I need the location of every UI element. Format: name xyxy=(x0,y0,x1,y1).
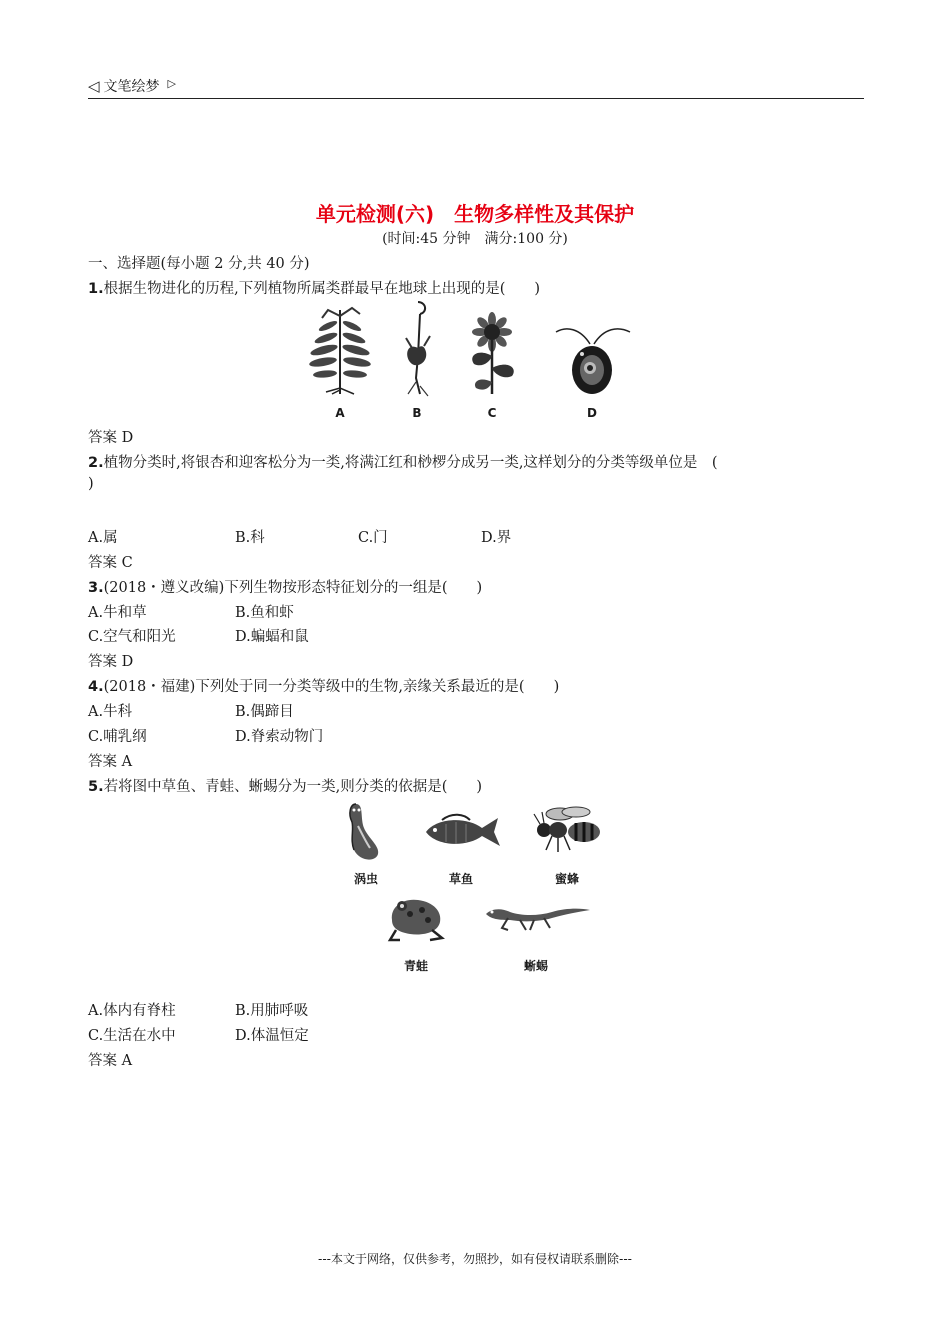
option-d: D.脊索动物门 xyxy=(235,729,324,745)
figure-label: 涡虫 xyxy=(353,872,378,886)
option-b: B.偶蹄目 xyxy=(235,704,294,720)
brand xyxy=(88,76,176,96)
question-text: 若将图中草鱼、青蛙、蜥蜴分为一类,则分类的依据是( ) xyxy=(103,779,483,795)
answer: 答案 D xyxy=(88,654,134,670)
triangle-right-icon: ▷ xyxy=(167,76,177,90)
brand-name: 文笔绘梦 xyxy=(103,79,160,95)
question-5 xyxy=(88,775,482,796)
question-number: 2. xyxy=(88,455,104,471)
sprout-image xyxy=(398,298,438,398)
page-title: 单元检测(六) 生物多样性及其保护 xyxy=(315,202,635,226)
option-b: B.鱼和虾 xyxy=(235,605,294,621)
bee-image xyxy=(530,806,606,854)
figure-label: D xyxy=(587,406,597,420)
question-1 xyxy=(88,277,540,298)
figure-label: 蜥蜴 xyxy=(523,959,548,973)
question-number: 4. xyxy=(88,679,104,695)
fern-image xyxy=(304,304,374,396)
option-a: A.牛科 xyxy=(88,704,133,720)
question-text: 植物分类时,将银杏和迎客松分为一类,将满江红和桫椤分成另一类,这样划分的分类等级单位是 ( xyxy=(103,455,718,471)
option-c: C.哺乳纲 xyxy=(88,729,147,745)
planarian-image xyxy=(340,800,384,864)
figure-label: B xyxy=(412,406,422,420)
fish-image xyxy=(422,812,502,852)
section-heading: 一、选择题(每小题 2 分,共 40 分) xyxy=(88,256,310,272)
option-b: B.科 xyxy=(235,530,265,546)
figure-label: 草鱼 xyxy=(448,872,473,886)
answer: 答案 C xyxy=(88,555,133,571)
option-a: A.牛和草 xyxy=(88,605,147,621)
page-subtitle: (时间:45 分钟 满分:100 分) xyxy=(382,231,568,247)
frog-image xyxy=(384,894,446,944)
question-text: 根据生物进化的历程,下列植物所属类群最早在地球上出现的是( ) xyxy=(103,281,541,297)
option-c: C.门 xyxy=(358,530,388,546)
option-a: A.属 xyxy=(88,530,118,546)
question-4 xyxy=(88,675,559,696)
alga-image xyxy=(550,318,634,396)
lizard-image xyxy=(482,900,592,934)
page-header xyxy=(88,74,864,99)
figure-label: 青蛙 xyxy=(403,959,428,973)
question-2-continued: ) xyxy=(88,476,94,492)
answer: 答案 A xyxy=(88,1053,133,1069)
question-number: 5. xyxy=(88,779,104,795)
answer: 答案 A xyxy=(88,754,133,770)
option-d: D.蝙蝠和鼠 xyxy=(235,629,309,645)
figure-label: 蜜蜂 xyxy=(554,872,579,886)
option-d: D.界 xyxy=(481,530,512,546)
figure-label: C xyxy=(487,406,497,420)
question-2 xyxy=(88,451,718,472)
question-number: 3. xyxy=(88,580,104,596)
option-c: C.生活在水中 xyxy=(88,1028,176,1044)
option-c: C.空气和阳光 xyxy=(88,629,176,645)
option-a: A.体内有脊柱 xyxy=(88,1003,176,1019)
question-text: (2018・遵义改编)下列生物按形态特征划分的一组是( ) xyxy=(103,580,483,596)
question-number: 1. xyxy=(88,281,104,297)
footer-disclaimer: ---本文于网络，仅供参考，勿照抄，如有侵权请联系删除--- xyxy=(318,1252,632,1266)
option-b: B.用肺呼吸 xyxy=(235,1003,309,1019)
question-text: (2018・福建)下列处于同一分类等级中的生物,亲缘关系最近的是( ) xyxy=(103,679,560,695)
triangle-left-icon: ◁ xyxy=(88,77,100,95)
answer: 答案 D xyxy=(88,430,134,446)
sunflower-image xyxy=(464,312,524,396)
question-3 xyxy=(88,576,482,597)
option-d: D.体温恒定 xyxy=(235,1028,309,1044)
figure-label: A xyxy=(335,406,345,420)
